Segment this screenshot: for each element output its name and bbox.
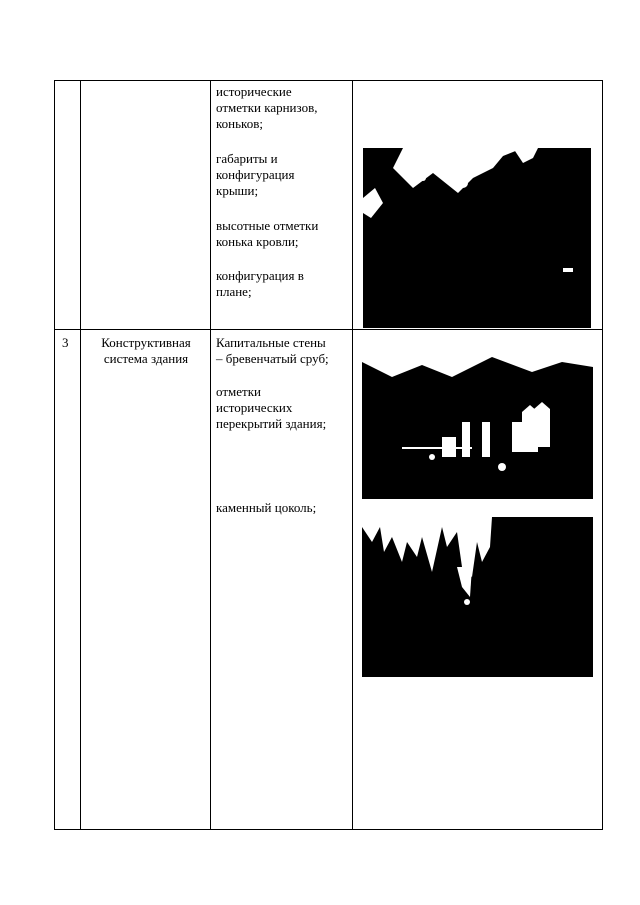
- facade-photo: [362, 347, 593, 499]
- table-right-border: [602, 80, 603, 830]
- element-roof-dimensions: габариты и конфигурация крыши;: [216, 151, 295, 198]
- element-log-walls: Капитальные стены – бревенчатый сруб;: [216, 335, 329, 366]
- element-plan-configuration: конфигурация в плане;: [216, 268, 304, 299]
- element-floor-marks: отметки исторических перекрытий здания;: [216, 384, 327, 431]
- roof-photo: [363, 148, 591, 328]
- table-bottom-border: [54, 829, 603, 830]
- row-number: 3: [62, 335, 69, 350]
- table-left-border: [54, 80, 55, 830]
- column-divider-3: [352, 80, 353, 830]
- element-stone-plinth: каменный цоколь;: [216, 500, 317, 515]
- column-divider-1: [80, 80, 81, 830]
- table-top-border: [54, 80, 603, 81]
- column-divider-2: [210, 80, 211, 830]
- element-historic-cornice-marks: исторические отметки карнизов, коньков;: [216, 84, 318, 131]
- row-name: Конструктивная система здания: [101, 335, 191, 366]
- plinth-photo: [362, 517, 593, 677]
- element-ridge-height: высотные отметки конька кровли;: [216, 218, 319, 249]
- row-divider: [54, 329, 603, 330]
